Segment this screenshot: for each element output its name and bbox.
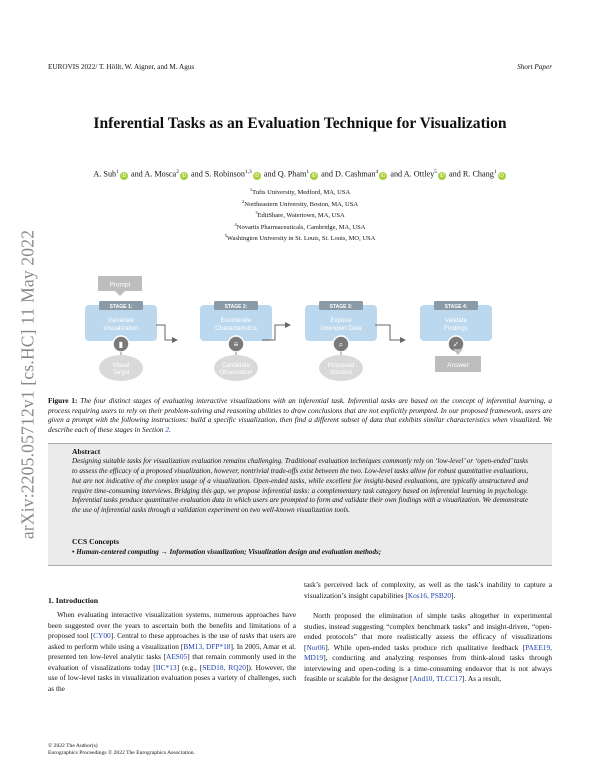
body-column-left — [48, 610, 296, 694]
copyright-line: © 2022 The Author(s) — [48, 743, 98, 749]
stage-1-badge-label: STAGE 1: — [109, 303, 133, 310]
citation-link[interactable]: BM13, DFP*18 — [183, 641, 231, 651]
affiliation-list — [100, 186, 500, 244]
abstract-body: Designing suitable tasks for visualization evaluation remains challenging. Traditional evaluation techniques commonly rely on ‘low-level’ or ‘open-ended’ tasks to assess the efficacy of a proposed visualization, however, nontrivial trade-offs exist between the two. Low-level tasks allow for robust quantitative evaluations, but are not indicative of the complex usage of a visualization. Open-ended tasks, while excellent for insight-based evaluations, are typically unstructured and require time-consuming interviews. Bridging this gap, we propose inferential tasks: a complementary task category based on inferential learning in psychology. Inferential tasks produce quantitative evaluation data in which users are prompted to form and validate their own findings with a visualization. We demonstrate the use of inferential tasks through a validation experiment on two well-known visualization tools. — [72, 457, 528, 515]
affiliation-mark: 4 — [234, 221, 237, 227]
orcid-icon[interactable]: iD — [121, 172, 127, 179]
body-text: ]. As a result, — [462, 674, 502, 684]
author-list — [40, 166, 560, 181]
stage-3-title-line2: Unknown Data — [320, 325, 362, 332]
affiliation-line — [100, 198, 500, 210]
body-text: ] that remain commonly used in the evaluation of visualizations today [ — [48, 652, 296, 672]
body-text: ]. Central to these approaches is the use of — [110, 631, 240, 641]
figure-1-diagram — [80, 268, 520, 393]
author-affiliation-mark: 1 — [306, 169, 310, 175]
stage-4-icon-glyph: ✓ — [452, 340, 460, 349]
affiliation-text: Northeastern University, Boston, MA, USA — [244, 200, 359, 208]
arxiv-stamp: arXiv:2205.05712v1 [cs.HC] 11 May 2022 — [17, 229, 38, 540]
body-text: ] (e.g., [ — [176, 662, 203, 672]
citation-link[interactable]: Kos16, PSB20 — [407, 590, 452, 600]
citation-link[interactable]: Nor06 — [306, 642, 326, 652]
body-text: When evaluating interactive visualization systems, numerous approaches have been suggested over the years to ascertain both the benefits and limitations of a proposed tool [ — [48, 610, 296, 641]
prompt-pointer — [115, 291, 125, 296]
body-text: ]). However, the use of low-level tasks in visualization evaluation poses a variety of challenges, such as the — [48, 662, 296, 693]
stage-2-title-line2: Characteristics — [215, 325, 257, 332]
author-affiliation-mark: 5 — [434, 169, 437, 175]
stage-1-output-line1: Visual — [112, 362, 130, 369]
citation-link[interactable]: SED18, RQ20 — [202, 662, 246, 672]
page-footer — [48, 743, 195, 758]
stage-3-badge-label: STAGE 3: — [329, 303, 353, 310]
caption-end: . — [169, 424, 171, 434]
author-name: A. Mosca — [144, 169, 177, 179]
affiliation-line — [100, 186, 500, 198]
orcid-icon[interactable]: iD — [181, 172, 187, 179]
affiliation-mark: 3 — [255, 210, 258, 216]
citation-link[interactable]: PAEE19, MD19 — [304, 642, 552, 663]
orcid-icon[interactable]: iD — [311, 172, 317, 179]
affiliation-text: EditShare, Watertown, MA, USA — [257, 212, 345, 220]
caption-text: The four distinct stages of evaluating interactive visualizations with an inferential task. Inferential tasks are based on the concept of inferential learning, a process requiring users to rely on their problem-solving and reasoning abilities to draw conclusions that are not explicitly prompted. In our proposed framework, users are given a prompt with the following instructions: build a specific visualization, then find a different subset of data that exhibits similar characteristics when visualized. We describe each of these stages in Section — [48, 396, 552, 434]
affiliation-mark: 2 — [241, 198, 245, 204]
stage-2-badge-label: STAGE 2: — [224, 303, 248, 310]
affiliation-text: Novartis Pharmaceuticals, Cambridge, MA, USA — [236, 223, 366, 231]
stage-1-title-line1: Generate — [107, 317, 135, 324]
body-text: ]. — [451, 590, 456, 600]
body-text: ]. While open-ended tasks produce rich qualitative feedback [ — [325, 642, 526, 652]
body-text: task’s perceived lack of complexity, as well as the task’s inability to capture a visualization’s insight capabilities [ — [304, 580, 552, 600]
author-connector: and — [446, 169, 463, 179]
proceedings-line: Eurographics Proceedings © 2022 The Eurographics Association. — [48, 750, 195, 757]
body-text: North proposed the elimination of simple tasks altogether in experimental studies, instead suggesting “complex benchmark tasks” and insight-driven, “open-ended protocols” that more realistically assess the efficacy of visualizations [ — [304, 611, 552, 652]
body-text: ], conducting and analyzing responses from think-aloud tasks through interviewing and open-coding is a time-consuming endeavor that is not always feasible or scalable for the designer [ — [304, 653, 552, 684]
author-affiliation-mark: 1 — [493, 169, 497, 175]
running-header-right: Short Paper — [517, 63, 552, 71]
intro-paragraph-1 — [48, 610, 296, 694]
stage-2-title-line1: Enumerate — [220, 317, 252, 324]
ccs-heading: CCS Concepts — [72, 537, 120, 546]
author-connector: and — [261, 169, 278, 179]
stage-3-output-line1: Proposed — [327, 362, 355, 369]
stage-1-icon-glyph: ▮ — [118, 340, 124, 349]
caption-label: Figure 1: — [48, 396, 78, 405]
figure-caption — [48, 396, 552, 434]
author-name: R. Chang — [462, 169, 494, 179]
author-affiliation-mark: 1,3 — [244, 169, 252, 175]
stage-3-title-line1: Explore — [330, 317, 352, 324]
answer-label: Answer — [447, 362, 469, 369]
author-affiliation-mark: 1 — [116, 169, 119, 175]
prompt-label: Prompt — [109, 281, 131, 289]
section-heading: 1. Introduction — [48, 596, 99, 605]
affiliation-mark: 1 — [249, 187, 253, 192]
paper-title: Inferential Tasks as an Evaluation Technique for Visualization — [93, 115, 507, 132]
stage-3-output-line2: Solution — [329, 369, 353, 376]
stage-2-output-line1: Candidate — [221, 362, 251, 369]
stage-2-icon-glyph: ≡ — [233, 340, 239, 349]
stage-4-title-line2: Findings — [444, 325, 468, 332]
body-column-right — [304, 580, 552, 685]
author-connector: and — [388, 169, 404, 179]
author-connector: and — [319, 169, 336, 179]
caption-section-link[interactable]: 2 — [165, 424, 169, 434]
body-text: that users are asked to perform while using a visualization [ — [48, 631, 297, 651]
ccs-concepts: • Human-centered computing → Information visualization; Visualization design and evaluation methods; — [72, 548, 382, 556]
author-name: A. Ottley — [403, 169, 435, 179]
stage-1-title-line2: Visualization — [103, 325, 139, 332]
affiliation-text: Tufts University, Medford, MA, USA — [252, 189, 351, 197]
author-connector: and — [188, 169, 205, 179]
author-name: A. Suh — [93, 169, 117, 179]
orcid-icon[interactable]: iD — [380, 172, 386, 179]
author-name: Q. Pham — [277, 169, 307, 179]
abstract-heading: Abstract — [72, 447, 101, 456]
stage-3-icon-glyph: ⌕ — [338, 340, 344, 349]
intro-paragraph-2 — [304, 611, 552, 685]
affiliation-line — [100, 232, 500, 244]
citation-link[interactable]: And10, TLCC17 — [412, 674, 463, 684]
orcid-icon[interactable]: iD — [439, 172, 445, 179]
affiliation-line — [100, 209, 500, 221]
citation-link[interactable]: IIC*13 — [155, 662, 177, 672]
citation-link[interactable]: CY00 — [93, 631, 111, 641]
affiliation-line — [100, 221, 500, 233]
citation-link[interactable]: AES05 — [166, 652, 188, 662]
author-affiliation-mark: 2 — [176, 169, 179, 175]
author-name: D. Cashman — [335, 169, 376, 179]
author-connector: and — [128, 169, 145, 179]
affiliation-text: Washington University in St. Louis, St. Louis, MO, USA — [226, 235, 376, 243]
stage-1-output-line2: Target — [112, 369, 130, 376]
author-affiliation-mark: 4 — [375, 169, 379, 175]
body-text: ]. In 2005, Amar et al. presented ten low-level analytic tasks [ — [48, 641, 296, 662]
orcid-icon[interactable]: iD — [499, 172, 504, 179]
stage-2-output-line2: Observation — [219, 369, 253, 376]
author-name: S. Robinson — [204, 169, 245, 179]
affiliation-mark: 5 — [224, 233, 227, 239]
stage-4-title-line1: Validate — [444, 317, 468, 324]
stage-4-badge-label: STAGE 4: — [444, 303, 468, 310]
arrow-stage3-to-stage4 — [375, 325, 405, 340]
running-header-left: EUROVIS 2022/ T. Höllt, W. Aigner, and M. Agus — [48, 63, 195, 71]
orcid-icon[interactable]: iD — [254, 172, 260, 179]
emphasis-text: tasks — [239, 631, 255, 641]
arrow-stage1-to-stage2 — [156, 325, 177, 340]
intro-paragraph-1-continued — [304, 580, 552, 601]
